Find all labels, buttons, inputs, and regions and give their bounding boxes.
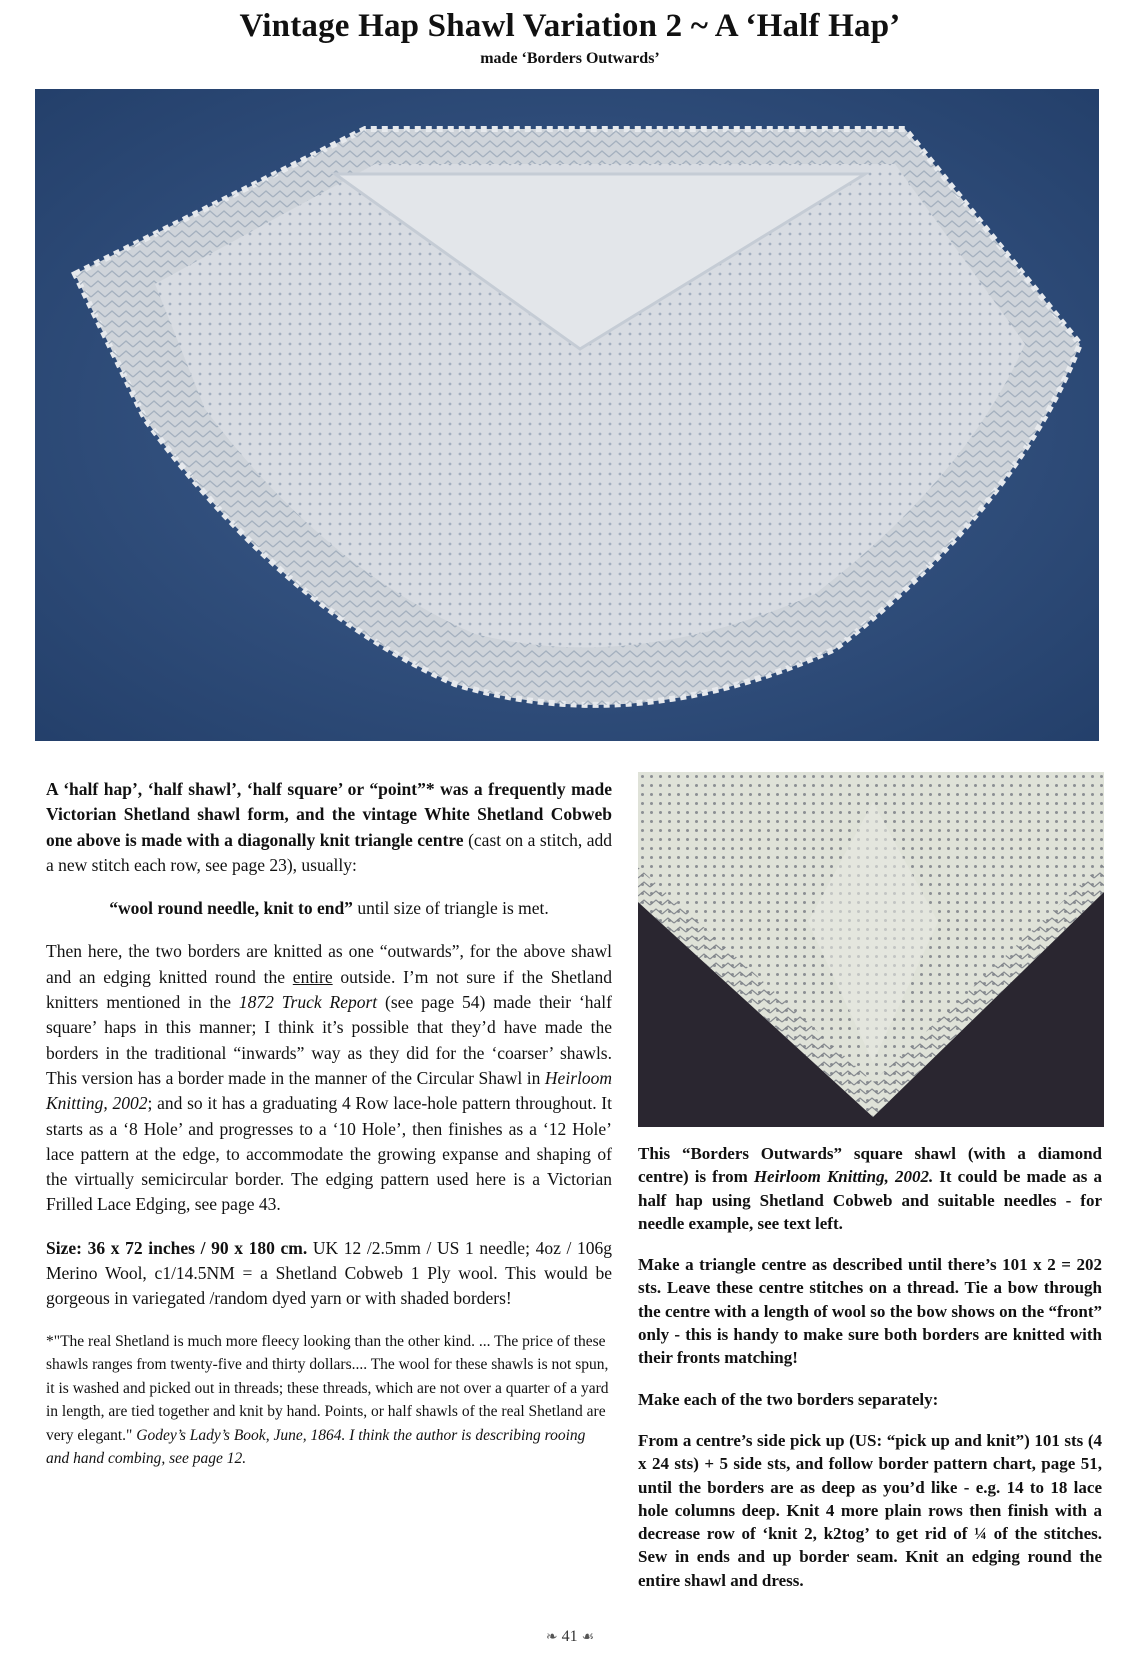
page-subtitle: made ‘Borders Outwards’ (480, 50, 660, 67)
size-bold: Size: 36 x 72 inches / 90 x 180 cm. (46, 1237, 308, 1258)
caption-reference: Heirloom Knitting, 2002. (753, 1167, 934, 1187)
italic-reference: 1872 Truck Report (238, 992, 378, 1013)
half-hap-shawl-photo (35, 89, 1099, 741)
ornament-left-icon: ❧ (545, 1630, 558, 1645)
borders-paragraph (46, 939, 612, 1217)
caption-text: This “Borders Outwards” square shawl (with a diamond centre) is from (638, 1144, 1102, 1187)
italic-reference: Heirloom Knitting, 2002 (46, 1067, 612, 1114)
size-paragraph (46, 1236, 612, 1312)
instruction-text: until size of triangle is met. (352, 898, 549, 919)
text-span: outside. I’m not sure if the Shetland knitters mentioned in the (46, 966, 612, 1013)
instruction-bold: “wool round needle, knit to end” (109, 898, 353, 919)
footnote (46, 1330, 612, 1471)
page-number (0, 1628, 1140, 1646)
underlined-word: entire (292, 966, 333, 987)
size-text: UK 12 /2.5mm / US 1 needle; 4oz / 106g Merino Wool, c1/14.5NM = a Shetland Cobweb 1 Ply wool. This would be gorgeous in variegated /random dyed yarn or with shaded borders! (46, 1237, 612, 1309)
text-span: ; and so it has a graduating 4 Row lace-hole pattern throughout. It starts as a ‘8 Hole’ and progresses to a ‘10 Hole’, then finishes as a ‘12 Hole’ lace pattern at the edge, to accommodate the growing expanse and shaping of the virtually semicircular border. The edging pattern used here is a Victorian Frilled Lace Edging, see page 43. (46, 1093, 612, 1215)
page-number-value: 41 (561, 1628, 578, 1645)
instruction-line (46, 896, 612, 921)
square-shawl-photo (638, 772, 1104, 1127)
intro-bold-text: A ‘half hap’, ‘half shawl’, ‘half square’ or “point”* was a frequently made Victorian Shetland shawl form, and the vintage White Shetland Cobweb one above is made with a diagonally knit triangle centre (46, 779, 612, 850)
footnote-citation: Godey’s Lady’s Book, June, 1864. I think the author is describing rooing and hand combing, see page 12. (46, 1426, 586, 1468)
footnote-quote: *"The real Shetland is much more fleecy looking than the other kind. ... The price of these shawls ranges from twenty-five and thirty dollars.... The wool for these shawls is not spun, it is washed and picked out in threads; these threads, which are not over a quarter of a yard in length, are tied together and knit by hand. Points, or half shawls of the real Shetland are very elegant." (46, 1332, 609, 1444)
borders-heading: Make each of the two borders separately: (638, 1389, 939, 1409)
left-column (46, 777, 612, 1489)
caption-paragraph (638, 1142, 1102, 1235)
triangle-instructions: Make a triangle centre as described until there’s 101 x 2 = 202 sts. Leave these centre stitches on a thread. Tie a bow through the centre with a length of wool so the bow shows on the “front” only - this is handy to make sure both borders are knitted with their fronts matching! (638, 1255, 1102, 1368)
text-span: (see page 54) made their ‘half square’ haps in this manner; I think it’s possible that they’d have made the borders in the traditional “inwards” way as they did for the ‘coarser’ shawls. This version has a border made in the manner of the Circular Shawl in (46, 992, 612, 1088)
page-title: Vintage Hap Shawl Variation 2 ~ A ‘Half Hap’ (239, 8, 901, 44)
border-instructions: From a centre’s side pick up (US: “pick up and knit”) 101 sts (4 x 24 sts) + 5 side sts, and follow border pattern chart, page 51, until the borders are as deep as you’d like - e.g. 14 to 18 lace hole columns deep. Knit 4 more plain rows then finish with a decrease row of ‘knit 2, k2tog’ to get rid of ¼ of the stitches. Sew in ends and up border seam. Knit an edging round the entire shawl and dress. (638, 1430, 1102, 1590)
caption-text: It could be made as a half hap using Shetland Cobweb and suitable needles - for needle example, see text left. (638, 1167, 1102, 1233)
intro-paragraph (46, 777, 612, 878)
intro-text: (cast on a stitch, add a new stitch each row, see page 23), usually: (46, 829, 613, 875)
right-column (638, 1142, 1102, 1610)
text-span: Then here, the two borders are knitted as one “outwards”, for the above shawl and an edging knitted round the (46, 941, 612, 987)
ornament-right-icon: ☙ (581, 1630, 595, 1645)
